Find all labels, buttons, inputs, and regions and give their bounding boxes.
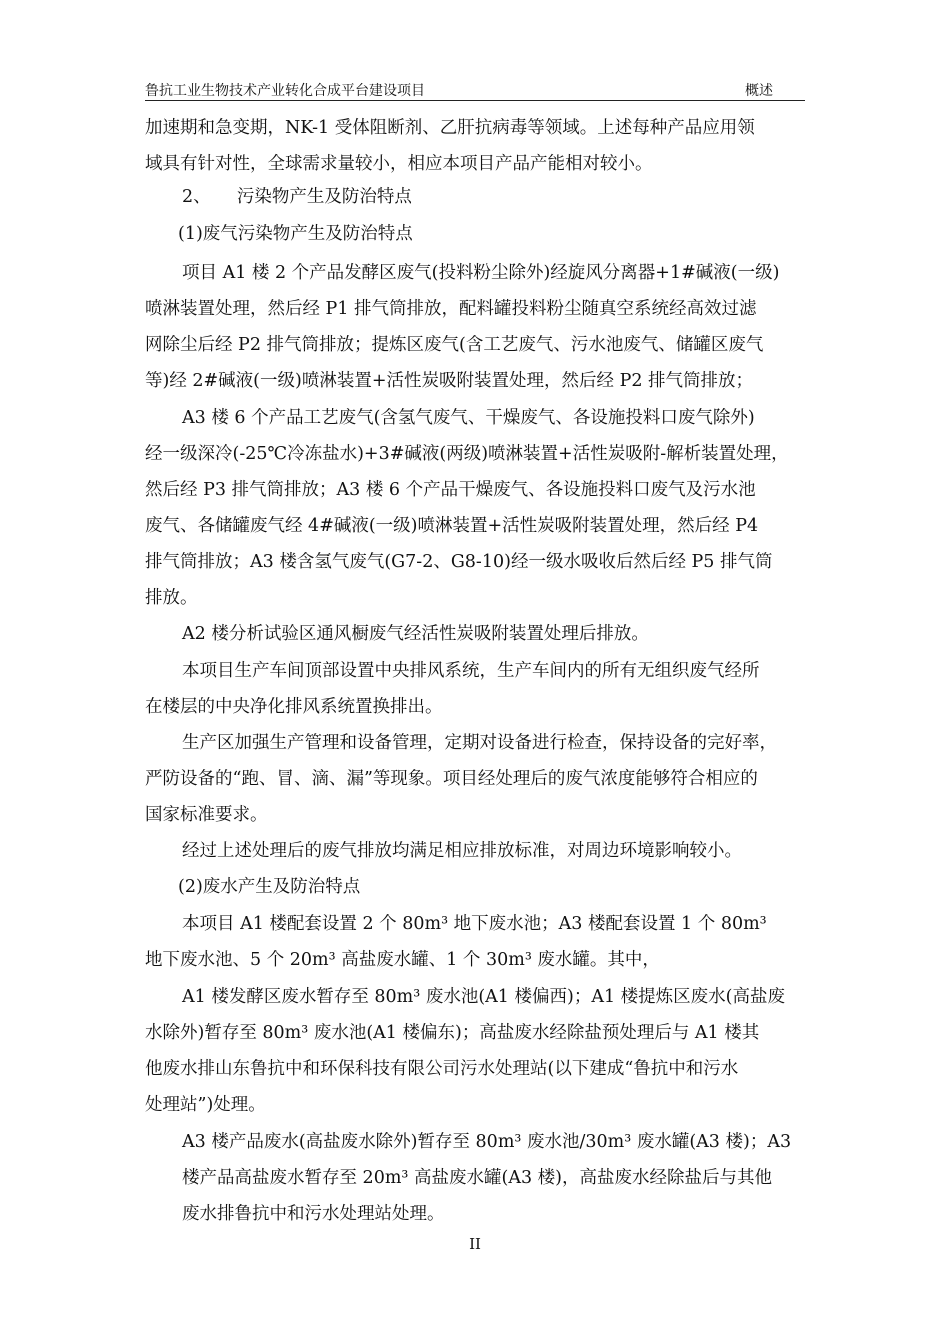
- subsection-heading: (2)废水产生及防治特点: [178, 877, 361, 897]
- body-line: 加速期和急变期，NK-1 受体阻断剂、乙肝抗病毒等领域。上述每种产品应用领: [145, 118, 755, 138]
- header-title: 鲁抗工业生物技术产业转化合成平台建设项目: [145, 83, 425, 99]
- body-line: 等)经 2#碱液(一级)喷淋装置+活性炭吸附装置处理，然后经 P2 排气筒排放；: [145, 371, 754, 391]
- body-line: 排放。: [145, 588, 198, 608]
- body-line: 废气、各储罐废气经 4#碱液(一级)喷淋装置+活性炭吸附装置处理，然后经 P4: [145, 516, 759, 536]
- body-line: A3 楼 6 个产品工艺废气(含氢气废气、干燥废气、各设施投料口废气除外): [182, 408, 755, 428]
- body-line: 经一级深冷(-25℃冷冻盐水)+3#碱液(两级)喷淋装置+活性炭吸附-解析装置处理，: [145, 444, 789, 464]
- page-header: [145, 78, 805, 101]
- body-line: 本项目生产车间顶部设置中央排风系统，生产车间内的所有无组织废气经所: [182, 661, 760, 681]
- body-line: 排气筒排放；A3 楼含氢气废气(G7-2、G8-10)经一级水吸收后然后经 P5 排气筒: [145, 552, 773, 572]
- body-line: 废水排鲁抗中和污水处理站处理。: [182, 1204, 445, 1224]
- body-line: 水除外)暂存至 80m³ 废水池(A1 楼偏东)；高盐废水经除盐预处理后与 A1 楼其: [145, 1023, 760, 1043]
- body-line: A2 楼分析试验区通风橱废气经活性炭吸附装置处理后排放。: [182, 624, 649, 644]
- body-line: 本项目 A1 楼配套设置 2 个 80m³ 地下废水池；A3 楼配套设置 1 个 80m³: [182, 914, 767, 934]
- header-section: 概述: [745, 83, 773, 99]
- body-line: 他废水排山东鲁抗中和环保科技有限公司污水处理站(以下建成“鲁抗中和污水: [145, 1059, 739, 1079]
- body-line: 经过上述处理后的废气排放均满足相应排放标准，对周边环境影响较小。: [182, 841, 742, 861]
- body-line: 严防设备的“跑、冒、滴、漏”等现象。项目经处理后的废气浓度能够符合相应的: [145, 769, 758, 789]
- body-line: 喷淋装置处理，然后经 P1 排气筒排放，配料罐投料粉尘随真空系统经高效过滤: [145, 299, 757, 319]
- body-line: 项目 A1 楼 2 个产品发酵区废气(投料粉尘除外)经旋风分离器+1#碱液(一级): [182, 263, 780, 283]
- body-line: 域具有针对性，全球需求量较小，相应本项目产品产能相对较小。: [145, 154, 653, 174]
- page-number: II: [469, 1235, 481, 1253]
- body-line: 生产区加强生产管理和设备管理，定期对设备进行检查，保持设备的完好率，: [182, 733, 777, 753]
- body-line: 在楼层的中央净化排风系统置换排出。: [145, 697, 443, 717]
- body-line: 然后经 P3 排气筒排放；A3 楼 6 个产品干燥废气、各设施投料口废气及污水池: [145, 480, 756, 500]
- body-line: A1 楼发酵区废水暂存至 80m³ 废水池(A1 楼偏西)；A1 楼提炼区废水(高盐废: [182, 987, 785, 1007]
- body-line: A3 楼产品废水(高盐废水除外)暂存至 80m³ 废水池/30m³ 废水罐(A3 楼)；A3: [182, 1132, 792, 1152]
- body-line: 网除尘后经 P2 排气筒排放；提炼区废气(含工艺废气、污水池废气、储罐区废气: [145, 335, 764, 355]
- section-heading: 2、 污染物产生及防治特点: [182, 187, 412, 207]
- body-line: 地下废水池、5 个 20m³ 高盐废水罐、1 个 30m³ 废水罐。其中，: [145, 950, 660, 970]
- subsection-heading: (1)废气污染物产生及防治特点: [178, 224, 413, 244]
- body-line: 楼产品高盐废水暂存至 20m³ 高盐废水罐(A3 楼)，高盐废水经除盐后与其他: [182, 1168, 772, 1188]
- body-line: 国家标准要求。: [145, 805, 268, 825]
- body-line: 处理站”)处理。: [145, 1095, 266, 1115]
